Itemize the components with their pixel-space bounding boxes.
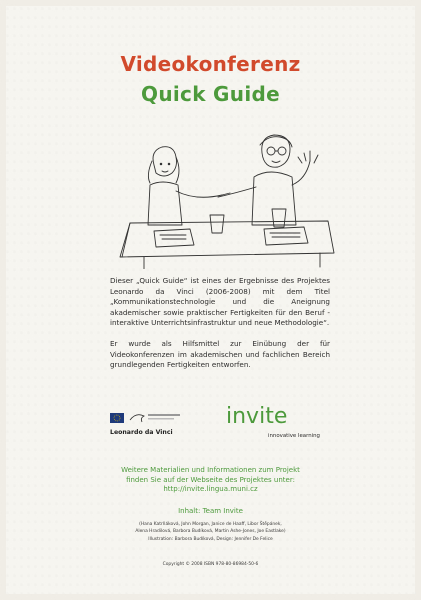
project-url: http://invite.lingua.muni.cz: [163, 485, 258, 493]
copyright-isbn: Copyright © 2008 ISBN 978-80-86984-50-6: [162, 562, 259, 567]
illustration-two-people-at-table: [114, 131, 344, 269]
purpose-paragraph: Er wurde als Hilfsmittel zur Einübung der für Videokonferenzen im akademischen und fachlichen Bereich grundlegenden Fertigkeiten entworfen.: [110, 339, 330, 369]
credits-line-2: Alena Hradilová, Barbora Budíková, Martin Ashe-Jones, Joe Eastlake): [135, 529, 286, 535]
info-line-1: Weitere Materialien und Informationen zum Projekt: [121, 466, 300, 474]
invite-logo: invite: [226, 404, 288, 429]
title-quick-guide: Quick Guide: [141, 82, 280, 106]
leonardo-da-vinci-logo-label: Leonardo da Vinci: [110, 429, 173, 436]
credits-block: [6, 521, 415, 543]
invite-tagline: innovative learning: [268, 433, 320, 439]
title-videokonferenz: Videokonferenz: [120, 52, 301, 76]
intro-paragraph: Dieser „Quick Guide“ ist eines der Ergebnisse des Projektes Leonardo da Vinci (2006-2008) mit dem Titel „Kommunikationstechnologie und die Aneignung akademischer sowie praktischer Fertigkeiten für den Beruf - interaktive Unterrichtsinfrastruktur und neue Methodologie“.: [110, 276, 330, 327]
credits-line-3: Illustration: Barbora Budíková, Design: Jennifer De Felice: [148, 536, 273, 542]
project-info: [6, 466, 415, 495]
cover-page: [6, 6, 415, 594]
info-line-2: finden Sie auf der Webseite des Projektes unter:: [126, 475, 295, 484]
credits-line-1: (Hana Katrňáková, John Morgan, Janice de Haaff, Libor Štěpánek,: [139, 522, 282, 527]
content-team-label: Inhalt: Team Invite: [178, 507, 243, 515]
